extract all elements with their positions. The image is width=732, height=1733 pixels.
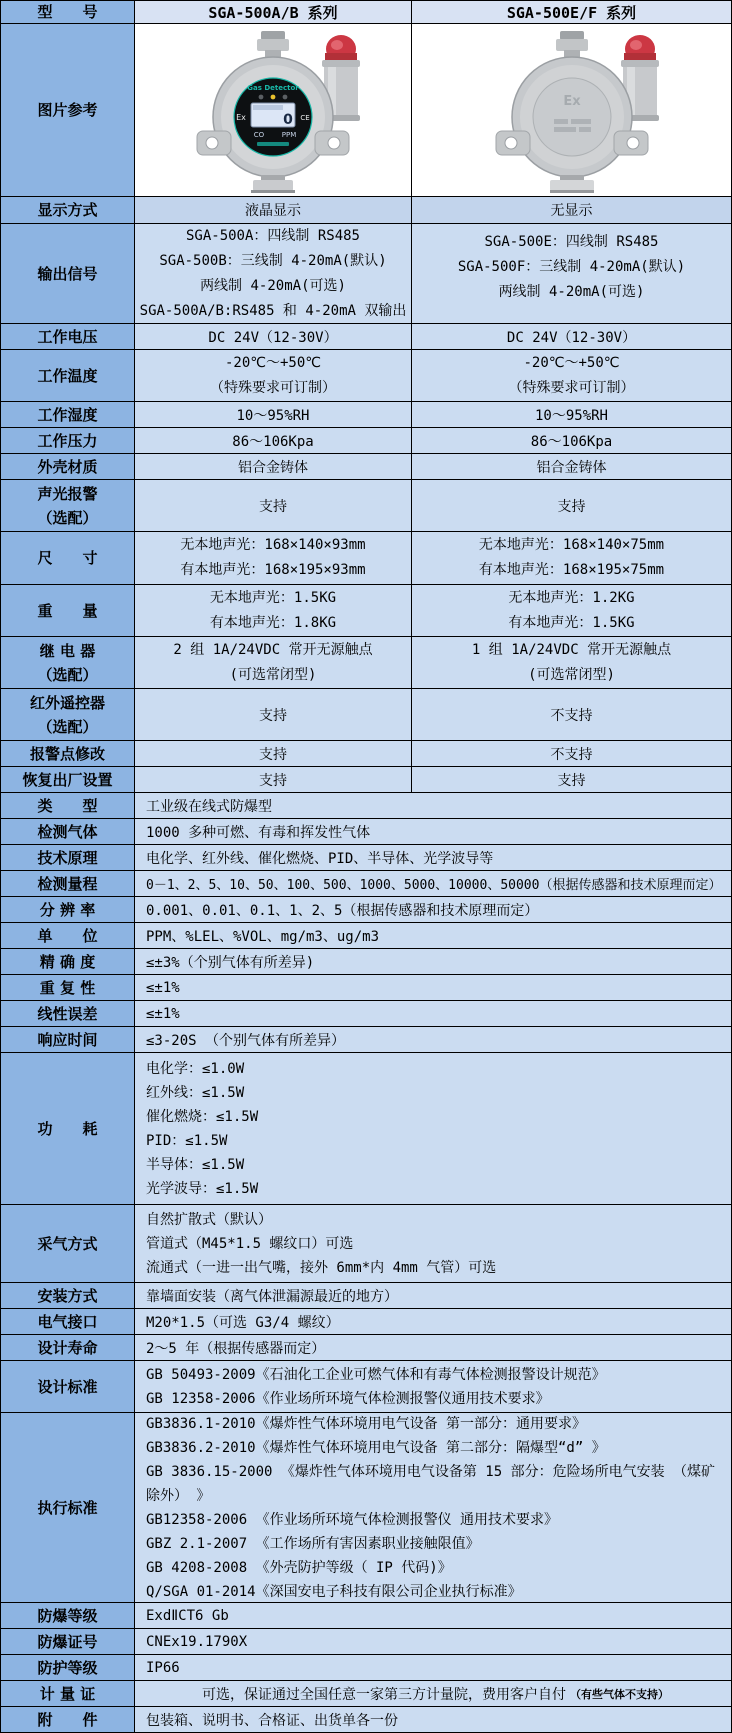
row-label: 显示方式 (1, 197, 135, 224)
row-accessories (1, 1707, 732, 1733)
row-value: 工业级在线式防爆型 (135, 793, 732, 819)
temp-line: （特殊要求可订制） (210, 379, 336, 396)
row-value: CNEx19.1790X (135, 1629, 732, 1655)
row-label: 附 件 (1, 1707, 135, 1733)
device-photo-sga500ab (135, 24, 412, 197)
dimension-line: 无本地声光：168×140×75mm (478, 537, 665, 553)
row-units (1, 923, 732, 949)
row-label: 工作电压 (1, 324, 135, 350)
row-value (135, 1681, 732, 1707)
row-label: 执行标准 (1, 1413, 135, 1603)
value-sga500ef: 支持 (412, 767, 732, 793)
value-sga500ef: 支持 (412, 480, 732, 532)
weight-line: 无本地声光：1.2KG (508, 589, 635, 606)
row-technology-principle (1, 845, 732, 871)
model-header-label: 型 号 (1, 1, 135, 24)
row-label: 分 辨 率 (1, 897, 135, 923)
row-value (135, 1053, 732, 1205)
row-execution-standards (1, 1413, 732, 1603)
value-sga500ab (135, 532, 412, 585)
lcd-gas-label: CO (253, 131, 265, 139)
metrology-note: （有些气体不支持） (570, 1687, 669, 1701)
row-value (135, 1413, 732, 1603)
standard-line: GB 50493-2009《石油化工企业可燃气体和有毒气体检测报警设计规范》 (146, 1366, 606, 1383)
standard-line: GB3836.1-2010《爆炸性气体环境用电气设备 第一部分：通用要求》 (146, 1415, 587, 1432)
row-sampling-method (1, 1205, 732, 1283)
row-detection-range (1, 871, 732, 897)
power-led (271, 95, 276, 100)
row-label: 尺 寸 (1, 532, 135, 585)
output-line: SGA-500E：四线制 RS485 (484, 234, 659, 250)
gas-detector-with-lcd-image (145, 27, 401, 193)
label-line: （选配） (37, 665, 98, 684)
row-value: 电化学、红外线、催化燃烧、PID、半导体、光学波导等 (135, 845, 732, 871)
temp-line: -20℃～+50℃ (523, 354, 620, 371)
lcd-face (234, 78, 312, 156)
standard-line: GB 4208-2008 《外壳防护等级（ IP 代码)》 (146, 1559, 452, 1576)
row-dimensions (1, 532, 732, 585)
output-line: SGA-500A/B:RS485 和 4-20mA 双输出 (139, 302, 407, 319)
row-installation (1, 1283, 732, 1309)
row-value: ≤±3%（个别气体有所差异) (135, 949, 732, 975)
row-protection-grade (1, 1655, 732, 1681)
row-ir-remote (1, 689, 732, 741)
row-alarm-point-modify (1, 741, 732, 767)
power-line: 电化学：≤1.0W (146, 1060, 245, 1077)
output-line: 两线制 4-20mA(可选) (200, 277, 346, 294)
row-weight (1, 585, 732, 637)
value-sga500ef: 10～95%RH (412, 402, 732, 428)
row-detected-gases (1, 819, 732, 845)
value-sga500ef (412, 532, 732, 585)
row-value: 靠墙面安装（离气体泄漏源最近的地方） (135, 1283, 732, 1309)
cable-gland (556, 31, 588, 59)
weight-line: 有本地声光：1.8KG (209, 614, 337, 631)
power-line: 光学波导：≤1.5W (146, 1180, 259, 1197)
row-value: ExdⅡCT6 Gb (135, 1603, 732, 1629)
value-sga500ab: 支持 (135, 767, 412, 793)
row-working-temperature (1, 350, 732, 402)
value-sga500ab: 支持 (135, 689, 412, 741)
value-sga500ab (135, 350, 412, 402)
standard-line: GB 3836.15-2000 《爆炸性气体环境用电气设备第 15 部分：危险场所电气安装 （煤矿除外） 》 (146, 1463, 716, 1504)
dimension-line: 有本地声光：168×195×75mm (478, 562, 665, 578)
value-sga500ab: DC 24V（12-30V） (135, 324, 412, 350)
row-label: 安装方式 (1, 1283, 135, 1309)
row-label: 计 量 证 (1, 1681, 135, 1707)
row-label (1, 480, 135, 532)
row-accuracy (1, 949, 732, 975)
value-sga500ab: 10～95%RH (135, 402, 412, 428)
row-explosion-proof-cert (1, 1629, 732, 1655)
sampling-line: 管道式（M45*1.5 螺纹口）可选 (146, 1235, 354, 1252)
row-label: 工作湿度 (1, 402, 135, 428)
row-label: 工作温度 (1, 350, 135, 402)
ex-marking-text: Ex (236, 113, 246, 122)
value-sga500ef (412, 585, 732, 637)
value-sga500ef: 不支持 (412, 689, 732, 741)
output-line: SGA-500F：三线制 4-20mA(默认) (457, 259, 686, 275)
row-value: PPM、%LEL、%VOL、mg/m3、ug/m3 (135, 923, 732, 949)
weight-line: 无本地声光：1.5KG (209, 589, 337, 606)
value-sga500ef: 铝合金铸体 (412, 454, 732, 480)
row-design-life (1, 1335, 732, 1361)
row-label: 设计寿命 (1, 1335, 135, 1361)
value-sga500ab (135, 224, 412, 324)
row-resolution (1, 897, 732, 923)
row-label: 单 位 (1, 923, 135, 949)
value-sga500ab: 支持 (135, 480, 412, 532)
power-line: 红外线：≤1.5W (146, 1084, 245, 1101)
lcd-unit-label: PPM (281, 131, 297, 139)
row-label: 恢复出厂设置 (1, 767, 135, 793)
value-sga500ef: 无显示 (412, 197, 732, 224)
relay-line: 2 组 1A/24VDC 常开无源触点 (173, 641, 373, 658)
standard-line: GBZ 2.1-2007 《工作场所有害因素职业接触限值》 (146, 1535, 480, 1552)
row-label: 检测气体 (1, 819, 135, 845)
row-working-voltage (1, 324, 732, 350)
dimension-line: 有本地声光：168×195×93mm (180, 562, 366, 578)
row-value: 1000 多种可燃、有毒和挥发性气体 (135, 819, 732, 845)
row-value: ≤±1% (135, 1001, 732, 1027)
metrology-text: 可选，保证通过全国任意一家第三方计量院，费用客户自付 (202, 1686, 566, 1703)
row-metrology-cert (1, 1681, 732, 1707)
dimension-line: 无本地声光：168×140×93mm (180, 537, 366, 553)
row-label (1, 637, 135, 689)
row-label: 防护等级 (1, 1655, 135, 1681)
temp-line: -20℃～+50℃ (224, 354, 322, 371)
row-image-reference (1, 24, 732, 197)
row-electrical-interface (1, 1309, 732, 1335)
output-line: 两线制 4-20mA(可选) (498, 284, 645, 300)
standard-line: GB 12358-2006《作业场所环境气体检测报警仪通用技术要求》 (146, 1390, 550, 1407)
row-label: 工作压力 (1, 428, 135, 454)
row-response-time (1, 1027, 732, 1053)
label-line: 继 电 器 (39, 641, 96, 660)
row-label: 输出信号 (1, 224, 135, 324)
screen-title-text: Gas Detector (247, 84, 299, 92)
row-value: 0.001、0.01、0.1、1、2、5（根据传感器和技术原理而定） (135, 897, 732, 923)
row-relay (1, 637, 732, 689)
row-model-header (1, 1, 732, 24)
lcd-reading-value: 0 (283, 112, 293, 128)
row-label: 设计标准 (1, 1361, 135, 1413)
relay-line: (可选常闭型) (528, 666, 615, 683)
series-ab-header: SGA-500A/B 系列 (135, 1, 412, 24)
sampling-line: 流通式（一进一出气嘴，接外 6mm*内 4mm 气管）可选 (146, 1259, 497, 1276)
row-label: 采气方式 (1, 1205, 135, 1283)
value-sga500ab: 铝合金铸体 (135, 454, 412, 480)
row-label: 重 复 性 (1, 975, 135, 1001)
value-sga500ef: DC 24V（12-30V） (412, 324, 732, 350)
label-line: （选配） (37, 508, 98, 527)
row-label: 防爆等级 (1, 1603, 135, 1629)
alarm-led (259, 95, 264, 100)
row-label: 响应时间 (1, 1027, 135, 1053)
ex-marking-text: Ex (562, 94, 581, 109)
relay-line: 1 组 1A/24VDC 常开无源触点 (471, 641, 672, 658)
row-value (135, 1205, 732, 1283)
value-sga500ef (412, 224, 732, 324)
row-label: 线性误差 (1, 1001, 135, 1027)
row-label: 防爆证号 (1, 1629, 135, 1655)
row-output-signal (1, 224, 732, 324)
row-working-pressure (1, 428, 732, 454)
value-sga500ab: 支持 (135, 741, 412, 767)
row-factory-reset (1, 767, 732, 793)
gas-detector-no-display-image (444, 27, 700, 193)
row-value: M20*1.5（可选 G3/4 螺纹） (135, 1309, 732, 1335)
output-line: SGA-500A：四线制 RS485 (185, 227, 360, 244)
value-sga500ab (135, 637, 412, 689)
row-shell-material (1, 454, 732, 480)
power-line: PID：≤1.5W (146, 1132, 228, 1149)
device-photo-sga500ef (412, 24, 732, 197)
row-value: 包装箱、说明书、合格证、出货单各一份 (135, 1707, 732, 1733)
row-label: 技术原理 (1, 845, 135, 871)
row-display-mode (1, 197, 732, 224)
temp-line: （特殊要求可订制） (508, 379, 635, 396)
value-sga500ab (135, 585, 412, 637)
relay-line: (可选常闭型) (229, 666, 317, 683)
power-line: 半导体：≤1.5W (146, 1156, 245, 1173)
value-sga500ab: 液晶显示 (135, 197, 412, 224)
standard-line: GB3836.2-2010《爆炸性气体环境用电气设备 第二部分：隔爆型“d” 》 (146, 1439, 606, 1456)
value-sga500ef (412, 637, 732, 689)
value-sga500ef: 不支持 (412, 741, 732, 767)
row-label (1, 689, 135, 741)
row-working-humidity (1, 402, 732, 428)
row-value: 2～5 年（根据传感器而定） (135, 1335, 732, 1361)
row-label: 图片参考 (1, 24, 135, 197)
row-type (1, 793, 732, 819)
label-line: 红外遥控器 (29, 693, 105, 712)
cable-gland (257, 31, 289, 59)
ce-marking-text: CE (300, 114, 310, 122)
standard-line: Q/SGA 01-2014《深国安电子科技有限公司企业执行标准》 (146, 1583, 522, 1600)
value-sga500ef (412, 350, 732, 402)
row-label: 功 耗 (1, 1053, 135, 1205)
row-value: ≤±1% (135, 975, 732, 1001)
standard-line: GB12358-2006 《作业场所环境气体检测报警仪 通用技术要求》 (146, 1511, 559, 1528)
row-value: IP66 (135, 1655, 732, 1681)
fault-led (283, 95, 288, 100)
row-value: ≤3-20S （个别气体有所差异） (135, 1027, 732, 1053)
row-label: 精 确 度 (1, 949, 135, 975)
row-label: 电气接口 (1, 1309, 135, 1335)
weight-line: 有本地声光：1.5KG (508, 614, 635, 631)
label-line: 声光报警 (37, 484, 98, 503)
row-label: 报警点修改 (1, 741, 135, 767)
row-label: 外壳材质 (1, 454, 135, 480)
row-label: 类 型 (1, 793, 135, 819)
power-line: 催化燃烧：≤1.5W (146, 1108, 259, 1125)
output-line: SGA-500B：三线制 4-20mA(默认) (159, 252, 387, 269)
row-linearity-error (1, 1001, 732, 1027)
sampling-line: 自然扩散式（默认） (146, 1211, 272, 1228)
row-power-consumption (1, 1053, 732, 1205)
row-label: 检测量程 (1, 871, 135, 897)
row-value: 0－1、2、5、10、50、100、500、1000、5000、10000、50000（根据传感器和技术原理而定） (135, 871, 732, 897)
label-line: （选配） (37, 717, 98, 736)
series-ef-header: SGA-500E/F 系列 (412, 1, 732, 24)
row-label: 重 量 (1, 585, 135, 637)
row-repeatability (1, 975, 732, 1001)
row-design-standards (1, 1361, 732, 1413)
value-sga500ab: 86～106Kpa (135, 428, 412, 454)
row-value (135, 1361, 732, 1413)
row-audible-visual-alarm (1, 480, 732, 532)
value-sga500ef: 86～106Kpa (412, 428, 732, 454)
row-explosion-proof-grade (1, 1603, 732, 1629)
gas-sensor-cylinder (550, 175, 594, 193)
